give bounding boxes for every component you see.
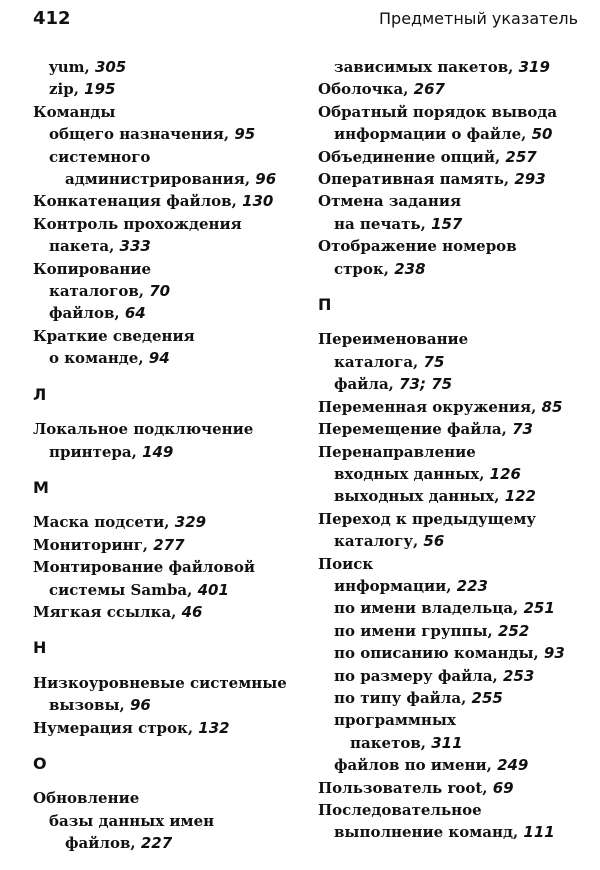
index-term: по имени группы, bbox=[334, 621, 498, 640]
index-term: пакета, bbox=[49, 237, 120, 256]
index-term: Переменная окружения, bbox=[318, 397, 542, 416]
index-entry bbox=[33, 213, 293, 235]
page-reference: 50 bbox=[531, 125, 553, 144]
section-letter: М bbox=[33, 477, 49, 497]
index-term: Переименование bbox=[318, 330, 469, 349]
index-term: Обратный порядок вывода bbox=[318, 102, 558, 121]
index-term: Оперативная память, bbox=[318, 170, 515, 189]
index-entry bbox=[318, 56, 580, 78]
index-term: по типу файла, bbox=[334, 688, 472, 707]
index-entry bbox=[318, 146, 580, 168]
index-entry bbox=[318, 190, 580, 212]
index-column-right bbox=[318, 56, 580, 844]
index-entry bbox=[318, 508, 580, 530]
page-reference: 293 bbox=[514, 170, 546, 189]
index-entry bbox=[33, 347, 293, 369]
index-entry bbox=[318, 553, 580, 575]
page-reference: 277 bbox=[153, 535, 185, 554]
index-term: выполнение команд, bbox=[334, 823, 524, 842]
index-entry bbox=[33, 810, 293, 832]
page-reference: 249 bbox=[497, 756, 529, 775]
index-entry bbox=[33, 78, 293, 100]
index-entry bbox=[318, 732, 580, 754]
index-entry bbox=[33, 534, 293, 556]
page-reference: 238 bbox=[394, 259, 426, 278]
index-entry bbox=[318, 709, 580, 731]
index-column-left bbox=[33, 56, 293, 855]
index-entry bbox=[33, 56, 293, 78]
index-term: Объединение опций, bbox=[318, 147, 506, 166]
page-reference: 157 bbox=[431, 214, 463, 233]
page-reference: 122 bbox=[504, 487, 536, 506]
index-term: программных bbox=[334, 711, 456, 730]
index-entry bbox=[318, 575, 580, 597]
index-term: Конкатенация файлов, bbox=[33, 192, 243, 211]
index-entry bbox=[33, 441, 293, 463]
index-entry bbox=[318, 821, 580, 843]
index-entry bbox=[33, 190, 293, 212]
page-reference: 69 bbox=[492, 778, 514, 797]
index-term: системного bbox=[49, 147, 151, 166]
index-term: Перенаправление bbox=[318, 442, 476, 461]
index-term: информации о файле, bbox=[334, 125, 532, 144]
index-entry bbox=[318, 799, 580, 821]
page-number: 412 bbox=[33, 8, 71, 29]
index-term: выходных данных, bbox=[334, 487, 505, 506]
index-term: Локальное подключение bbox=[33, 420, 254, 439]
page-reference: 85 bbox=[541, 397, 563, 416]
index-term: по имени владельца, bbox=[334, 599, 524, 618]
index-entry bbox=[318, 78, 580, 100]
page-reference: 96 bbox=[255, 170, 277, 189]
page-reference: 70 bbox=[149, 282, 171, 301]
page-reference: 75 bbox=[423, 352, 445, 371]
index-entry bbox=[318, 101, 580, 123]
index-entry bbox=[33, 717, 293, 739]
index-term: файлов, bbox=[49, 304, 125, 323]
index-term: файлов, bbox=[65, 834, 141, 853]
page-reference: 111 bbox=[523, 823, 555, 842]
page-reference: 305 bbox=[94, 58, 127, 76]
index-entry bbox=[318, 123, 580, 145]
page-reference: 311 bbox=[431, 733, 463, 752]
index-entry bbox=[318, 258, 580, 280]
index-entry bbox=[318, 168, 580, 190]
index-term: входных данных, bbox=[334, 464, 490, 483]
index-entry bbox=[33, 672, 293, 694]
index-entry bbox=[318, 418, 580, 440]
index-term: Поиск bbox=[318, 554, 374, 573]
index-term: о команде, bbox=[49, 349, 149, 368]
index-term: Пользователь root, bbox=[318, 778, 493, 797]
index-term: Команды bbox=[33, 102, 116, 121]
page-reference: 195 bbox=[84, 80, 116, 99]
index-entry bbox=[33, 168, 293, 190]
index-entry bbox=[33, 556, 293, 578]
index-term: Мониторинг, bbox=[33, 535, 154, 554]
page-reference: 257 bbox=[505, 147, 537, 166]
index-entry bbox=[318, 620, 580, 642]
index-term: системы Samba, bbox=[49, 580, 198, 599]
index-entry bbox=[33, 235, 293, 257]
index-term: Контроль прохождения bbox=[33, 214, 242, 233]
index-term: вызовы, bbox=[49, 696, 130, 715]
index-term: zip, bbox=[49, 80, 85, 99]
index-term: Копирование bbox=[33, 259, 152, 278]
index-term: на печать, bbox=[334, 214, 432, 233]
index-entry bbox=[33, 325, 293, 347]
index-entry bbox=[33, 601, 293, 623]
index-entry bbox=[318, 441, 580, 463]
index-entry bbox=[318, 235, 580, 257]
page-reference: 46 bbox=[181, 602, 203, 621]
page-reference: 333 bbox=[119, 237, 151, 256]
section-letter: Л bbox=[33, 384, 47, 404]
index-entry bbox=[33, 302, 293, 324]
index-term: файлов по имени, bbox=[334, 756, 498, 775]
index-entry bbox=[318, 665, 580, 687]
index-term: Мягкая ссылка, bbox=[33, 602, 182, 621]
running-header-title: Предметный указатель bbox=[379, 9, 578, 28]
page-reference: 96 bbox=[129, 696, 151, 715]
index-term: по размеру файла, bbox=[334, 666, 503, 685]
index-entry bbox=[318, 485, 580, 507]
index-entry bbox=[318, 373, 580, 395]
index-term: каталогов, bbox=[49, 282, 150, 301]
index-term: Краткие сведения bbox=[33, 326, 195, 345]
index-entry bbox=[33, 787, 293, 809]
page-reference: 149 bbox=[142, 442, 174, 461]
page-reference: 253 bbox=[502, 666, 535, 685]
index-entry bbox=[33, 101, 293, 123]
page-reference: 126 bbox=[489, 464, 521, 483]
page-reference: 401 bbox=[197, 580, 229, 599]
page-reference: 319 bbox=[518, 58, 550, 76]
index-entry bbox=[318, 597, 580, 619]
index-entry bbox=[318, 213, 580, 235]
section-letter: Н bbox=[33, 638, 47, 658]
index-term: строк, bbox=[334, 259, 395, 278]
index-term: общего назначения, bbox=[49, 125, 235, 144]
page-reference: 95 bbox=[234, 125, 256, 144]
index-entry bbox=[318, 754, 580, 776]
index-entry bbox=[33, 511, 293, 533]
index-term: Нумерация строк, bbox=[33, 718, 199, 737]
index-term: каталогу, bbox=[334, 532, 424, 551]
section-letter: О bbox=[33, 753, 47, 773]
page-reference: 252 bbox=[497, 621, 530, 640]
index-term: Отображение номеров bbox=[318, 237, 517, 256]
index-term: администрирования, bbox=[65, 170, 256, 189]
page-reference: 73 bbox=[512, 420, 533, 439]
index-term: Низкоуровневые системные bbox=[33, 673, 287, 692]
index-entry bbox=[33, 146, 293, 168]
index-term: файла, bbox=[334, 375, 400, 394]
index-term: Последовательное bbox=[318, 801, 482, 819]
index-term: Переход к предыдущему bbox=[318, 509, 537, 528]
index-term: Перемещение файла, bbox=[318, 420, 513, 439]
page-reference: 227 bbox=[140, 834, 173, 853]
index-entry bbox=[33, 832, 293, 854]
section-letter: П bbox=[318, 295, 332, 315]
index-entry bbox=[33, 694, 293, 716]
page-reference: 94 bbox=[148, 349, 170, 368]
page-reference: 251 bbox=[523, 599, 555, 618]
index-term: Отмена задания bbox=[318, 192, 462, 211]
index-entry bbox=[318, 530, 580, 552]
index-entry bbox=[318, 351, 580, 373]
index-entry bbox=[318, 687, 580, 709]
index-term: Монтирование файловой bbox=[33, 558, 256, 577]
index-term: Маска подсети, bbox=[33, 513, 175, 532]
page-reference: 267 bbox=[413, 80, 445, 99]
index-term: зависимых пакетов, bbox=[334, 58, 519, 76]
index-entry bbox=[33, 280, 293, 302]
index-entry bbox=[33, 123, 293, 145]
index-term: Обновление bbox=[33, 789, 140, 808]
page-reference: 223 bbox=[456, 576, 488, 595]
index-entry bbox=[33, 418, 293, 440]
page-reference: 255 bbox=[471, 688, 503, 707]
index-term: базы данных имен bbox=[49, 811, 215, 830]
page-reference: 56 bbox=[423, 532, 445, 551]
page-reference: 73; 75 bbox=[399, 375, 453, 394]
index-term: принтера, bbox=[49, 442, 143, 461]
page-reference: 132 bbox=[198, 718, 230, 737]
index-term: по описанию команды, bbox=[334, 644, 544, 663]
index-entry bbox=[318, 396, 580, 418]
page-reference: 130 bbox=[242, 192, 274, 211]
index-entry bbox=[318, 328, 580, 350]
page-reference: 329 bbox=[174, 513, 207, 532]
index-term: yum, bbox=[49, 58, 95, 76]
index-term: пакетов, bbox=[350, 733, 432, 752]
index-entry bbox=[318, 642, 580, 664]
index-entry bbox=[33, 579, 293, 601]
page-reference: 64 bbox=[124, 304, 146, 323]
index-entry bbox=[318, 777, 580, 799]
index-term: каталога, bbox=[334, 352, 424, 371]
index-entry bbox=[33, 258, 293, 280]
index-term: Оболочка, bbox=[318, 80, 414, 99]
index-entry bbox=[318, 463, 580, 485]
page-reference: 93 bbox=[543, 644, 565, 663]
index-term: информации, bbox=[334, 576, 457, 595]
